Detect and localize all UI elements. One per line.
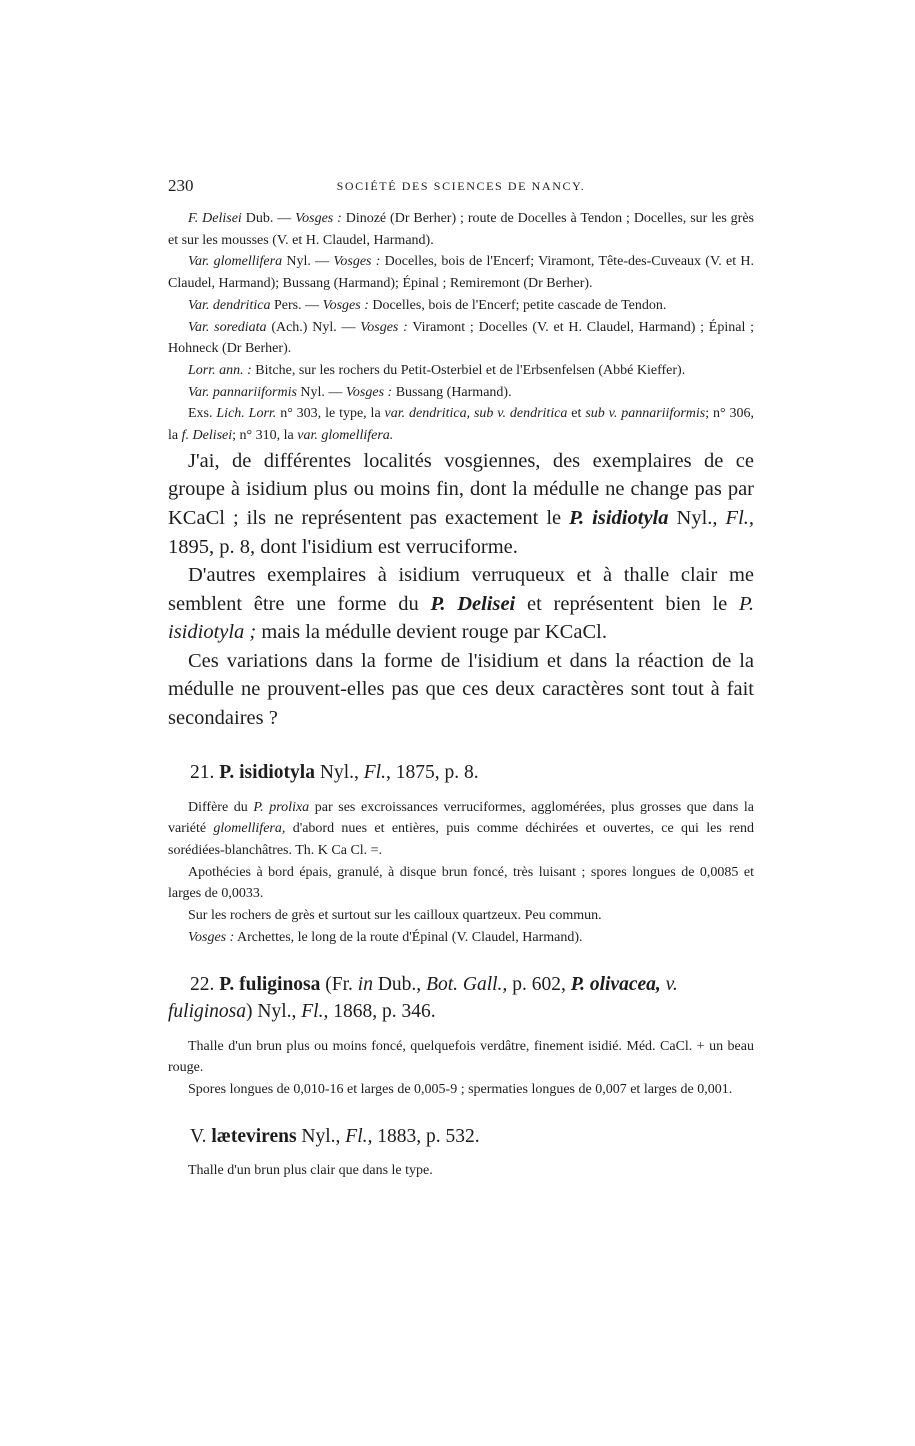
text-run: Nyl., <box>314 761 364 783</box>
text-run: Spores longues de 0,010-16 et larges de 0,005-9 ; spermaties longues de 0,007 et larges de 0,001. <box>188 1082 733 1097</box>
italic-text: Fl., <box>363 761 391 783</box>
body-paragraph <box>168 447 754 561</box>
text-run: 1883, p. 532. <box>372 1125 480 1147</box>
text-run: Archettes, le long de la route d'Épinal (V. Claudel, Harmand). <box>234 929 583 945</box>
species-heading <box>168 971 754 1025</box>
italic-text: f. Delisei <box>181 428 233 444</box>
running-title: SOCIÉTÉ DES SCIENCES DE NANCY. <box>336 179 586 193</box>
text-run: Docelles, bois de l'Encerf; Viramont, Tête-des-Cuveaux (V. et H. Claudel, Harmand); Bussang (Harmand); Épinal ; Remiremont (Dr Berher). <box>168 254 755 292</box>
bold-text: P. fuliginosa <box>219 973 321 995</box>
bold-text: P. isidiotyla <box>219 761 315 783</box>
text-run: Sur les rochers de grès et surtout sur les cailloux quartzeux. Peu commun. <box>188 908 602 924</box>
text-run: Thalle d'un brun plus ou moins foncé, quelquefois verdâtre, finement isidié. Méd. CaCl. + un beau rouge. <box>168 1038 754 1076</box>
italic-text: Lich. Lorr. <box>216 406 277 422</box>
text-run: Thalle d'un brun plus clair que dans le type. <box>188 1162 433 1178</box>
note-paragraph <box>168 251 754 294</box>
italic-text: sub v. pannariiformis <box>585 406 706 422</box>
note-paragraph <box>168 927 754 949</box>
italic-text: var. dendritica, sub v. dendritica <box>384 406 568 422</box>
italic-text: Var. dendritica <box>188 297 271 313</box>
italic-text: Fl., <box>725 506 755 529</box>
italic-text: v. fuliginosa <box>168 973 678 1022</box>
bold-text: lætevirens <box>211 1125 297 1147</box>
italic-text: Fl., <box>301 1000 329 1022</box>
text-run: Ces variations dans la forme de l'isidium et dans la réaction de la médulle ne prouvent-elles pas que ces deux caractères sont tout à fait secondaires ? <box>168 649 754 730</box>
text-run: Dinozé (Dr Berher) ; route de Docelles à Tendon ; Docelles, sur les grès et sur les mousses (V. et H. Claudel, Harmand). <box>168 211 754 248</box>
note-paragraph <box>168 1079 754 1101</box>
text-run: Pers. — <box>270 297 323 313</box>
text-run: V. <box>190 1125 212 1147</box>
italic-text: Var. pannariiformis <box>188 384 297 400</box>
italic-text: Fl., <box>345 1125 373 1147</box>
text-run: D'autres exemplaires à isidium verruqueux et à thalle clair me semblent être une forme du <box>168 564 754 615</box>
text-run: Nyl., <box>296 1125 346 1147</box>
text-run: 1895, p. 8, dont l'isidium est verruciforme. <box>168 535 518 558</box>
page-header <box>168 176 754 200</box>
text-run: Nyl. — <box>296 384 346 400</box>
italic-text: glomellifera, <box>213 821 286 837</box>
text-run: Viramont ; Docelles (V. et H. Claudel, Harmand) ; Épinal ; Hohneck (Dr Berher). <box>168 319 754 357</box>
italic-text: Var. glomellifera <box>188 254 283 270</box>
text-run: (Ach.) Nyl. — <box>266 319 361 335</box>
note-paragraph <box>168 797 754 862</box>
note-paragraph <box>168 403 754 446</box>
italic-text: Bot. Gall., <box>426 973 508 995</box>
text-run: J'ai, de différentes localités vosgiennes, des exemplaires de ce groupe à isidium plus ou moins fin, dont la médulle ne change pas par KCaCl ; ils ne représentent pas exactement le <box>168 449 754 529</box>
text-run: Bitche, sur les rochers du Petit-Osterbiel et de l'Erbsenfelsen (Abbé Kieffer). <box>251 362 686 378</box>
book-page <box>168 176 754 1181</box>
italic-text: Vosges : <box>295 211 342 226</box>
text-run: p. 602, <box>507 973 571 995</box>
note-paragraph <box>168 317 754 360</box>
body-paragraph <box>168 647 754 733</box>
bold-italic-text: P. isidiotyla <box>569 506 669 529</box>
italic-text: Vosges : <box>360 319 408 335</box>
text-run: Docelles, bois de l'Encerf; petite cascade de Tendon. <box>368 297 667 313</box>
note-paragraph <box>168 360 754 382</box>
italic-text: F. Delisei <box>188 211 242 226</box>
body-text <box>168 208 754 1181</box>
species-heading <box>168 1123 754 1150</box>
text-run: Dub. — <box>241 211 296 226</box>
note-paragraph <box>168 1160 754 1182</box>
text-run: Dub., <box>372 973 427 995</box>
text-run: mais la médulle devient rouge par KCaCl. <box>256 621 607 644</box>
text-run: Bussang (Harmand). <box>392 384 512 400</box>
italic-text: Lorr. ann. : <box>188 362 252 378</box>
bold-italic-text: P. olivacea, <box>570 973 661 995</box>
bold-italic-text: P. Delisei <box>430 592 516 615</box>
note-paragraph <box>168 208 754 251</box>
text-run: et représentent bien le <box>515 592 739 615</box>
text-run: 1868, p. 346. <box>328 1000 436 1022</box>
italic-text: Vosges : <box>345 384 393 400</box>
body-paragraph <box>168 561 754 647</box>
text-run: Diffère du <box>188 799 254 815</box>
text-run: ; n° 310, la <box>232 428 298 444</box>
text-run: 1875, p. 8. <box>390 761 479 783</box>
italic-text: Vosges : <box>333 254 381 270</box>
text-run: 22. <box>190 973 220 995</box>
note-paragraph <box>168 905 754 927</box>
text-run: ; n° 306, la <box>168 406 754 444</box>
text-run: d'abord nues et entières, puis comme déchirées et ouvertes, ce qui les rend sorédiées-blanchâtres. Th. K Ca Cl. =. <box>168 821 754 859</box>
page-number: 230 <box>168 176 194 195</box>
text-run: (Fr. <box>320 973 358 995</box>
text-run: Nyl., <box>668 506 726 529</box>
species-heading <box>168 759 754 786</box>
text-run: n° 303, le type, la <box>276 406 385 422</box>
italic-text: P. isidiotyla ; <box>168 592 754 644</box>
text-run: Exs. <box>188 406 217 422</box>
note-paragraph <box>168 1036 754 1079</box>
text-run: Nyl. — <box>282 254 334 270</box>
italic-text: Vosges : <box>188 929 235 945</box>
italic-text: var. glomellifera. <box>297 428 394 444</box>
text-run: et <box>567 406 586 422</box>
note-paragraph <box>168 862 754 905</box>
text-run: ) Nyl., <box>246 1000 302 1022</box>
italic-text: in <box>357 973 373 995</box>
italic-text: Vosges : <box>322 297 369 313</box>
text-run: Apothécies à bord épais, granulé, à disque brun foncé, très luisant ; spores longues de 0,0085 et larges de 0,0033. <box>168 864 754 902</box>
text-run: par ses excroissances verruciformes, agglomérées, plus grosses que dans la variété <box>168 799 754 837</box>
note-paragraph <box>168 295 754 317</box>
note-paragraph <box>168 382 754 404</box>
text-run: 21. <box>190 761 220 783</box>
italic-text: P. prolixa <box>253 799 310 815</box>
italic-text: Var. sorediata <box>188 319 267 335</box>
